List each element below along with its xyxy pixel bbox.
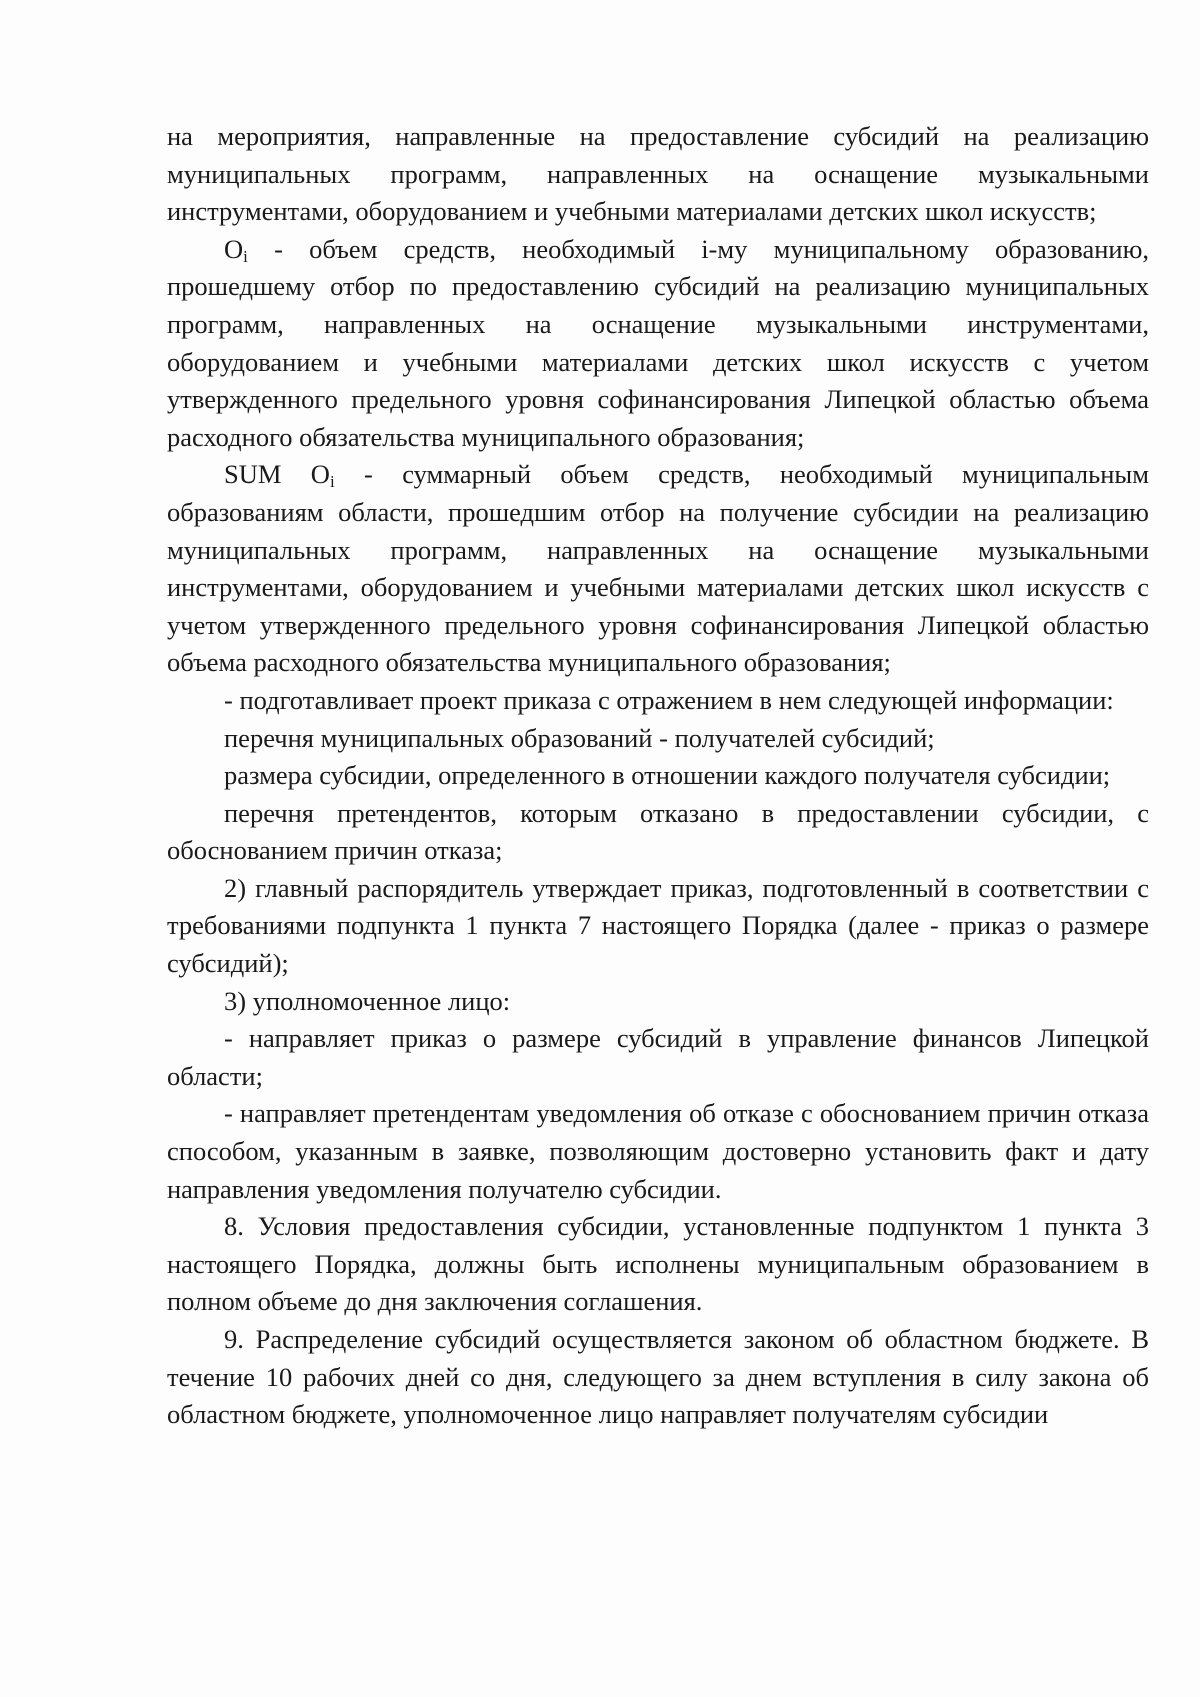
- paragraph-text: 8. Условия предоставления субсидии, установленные подпунктом 1 пункта 3 настоящего Порядка, должны быть исполнены муниципальным образованием в полном объеме до дня заключения соглашения.: [167, 1211, 1149, 1317]
- paragraph-text: перечня муниципальных образований - получателей субсидий;: [224, 722, 935, 753]
- paragraph-text: 9. Распределение субсидий осуществляется законом об областном бюджете. В течение 10 рабочих дней со дня, следующего за днем вступления в силу закона об областном бюджете, уполномоченное лицо направляет получателям субсидии: [167, 1324, 1149, 1430]
- paragraph-send-refusal: [167, 1095, 1149, 1208]
- paragraph-oi-definition: [167, 231, 1149, 457]
- paragraph-funds-purpose: [167, 118, 1149, 231]
- paragraph-text: перечня претендентов, которым отказано в предоставлении субсидии, с обоснованием причин отказа;: [167, 797, 1149, 866]
- formula-symbol: O: [224, 233, 244, 264]
- paragraph-text: размера субсидии, определенного в отношении каждого получателя субсидии;: [224, 760, 1111, 791]
- formula-subscript: i: [329, 472, 335, 492]
- paragraph-rejected-list: [167, 795, 1149, 870]
- paragraph-section-9: [167, 1321, 1149, 1434]
- paragraph-text: - направляет претендентам уведомления об отказе с обоснованием причин отказа способом, указанным в заявке, позволяющим достоверно установить факт и дату направления уведомления получателю субсидии.: [167, 1098, 1149, 1204]
- formula-subscript: i: [243, 246, 248, 266]
- paragraph-item-2: [167, 870, 1149, 983]
- document-body: [167, 118, 1149, 1434]
- paragraph-send-order: [167, 1020, 1149, 1095]
- paragraph-text: - направляет приказ о размере субсидий в управление финансов Липецкой области;: [167, 1023, 1149, 1091]
- paragraph-text: на мероприятия, направленные на предоставление субсидий на реализацию муниципальных программ, направленных на оснащение музыкальными инструментами, оборудованием и учебными материалами детских школ искусств;: [167, 121, 1149, 227]
- paragraph-text: 3) уполномоченное лицо:: [224, 985, 511, 1016]
- paragraph-recipients-list: [167, 720, 1149, 758]
- paragraph-text: - объем средств, необходимый i-му муниципальному образованию, прошедшему отбор по предоставлению субсидий на реализацию муниципальных программ, направленных на оснащение музыкальными инструментами, оборудованием и учебными материалами детских школ искусств с учетом утвержденного предельного уровня софинансирования Липецкой областью объема расходного обязательства муниципального образования;: [167, 233, 1149, 452]
- paragraph-text: - подготавливает проект приказа с отражением в нем следующей информации:: [224, 684, 1114, 715]
- paragraph-section-8: [167, 1208, 1149, 1321]
- paragraph-item-3: [167, 983, 1149, 1021]
- paragraph-sum-oi-definition: [167, 456, 1149, 682]
- paragraph-text: - суммарный объем средств, необходимый муниципальным образованиям области, прошедшим отбор на получение субсидии на реализацию муниципальных программ, направленных на оснащение музыкальными инструментами, оборудованием и учебными материалами детских школ искусств с учетом утвержденного предельного уровня софинансирования Липецкой областью объема расходного обязательства муниципального образования;: [167, 459, 1149, 678]
- paragraph-subsidy-size: [167, 757, 1149, 795]
- paragraph-prepare-order: [167, 682, 1149, 720]
- formula-symbol: SUM O: [224, 459, 330, 490]
- paragraph-text: 2) главный распорядитель утверждает приказ, подготовленный в соответствии с требованиями подпункта 1 пункта 7 настоящего Порядка (далее - приказ о размере субсидий);: [167, 872, 1149, 979]
